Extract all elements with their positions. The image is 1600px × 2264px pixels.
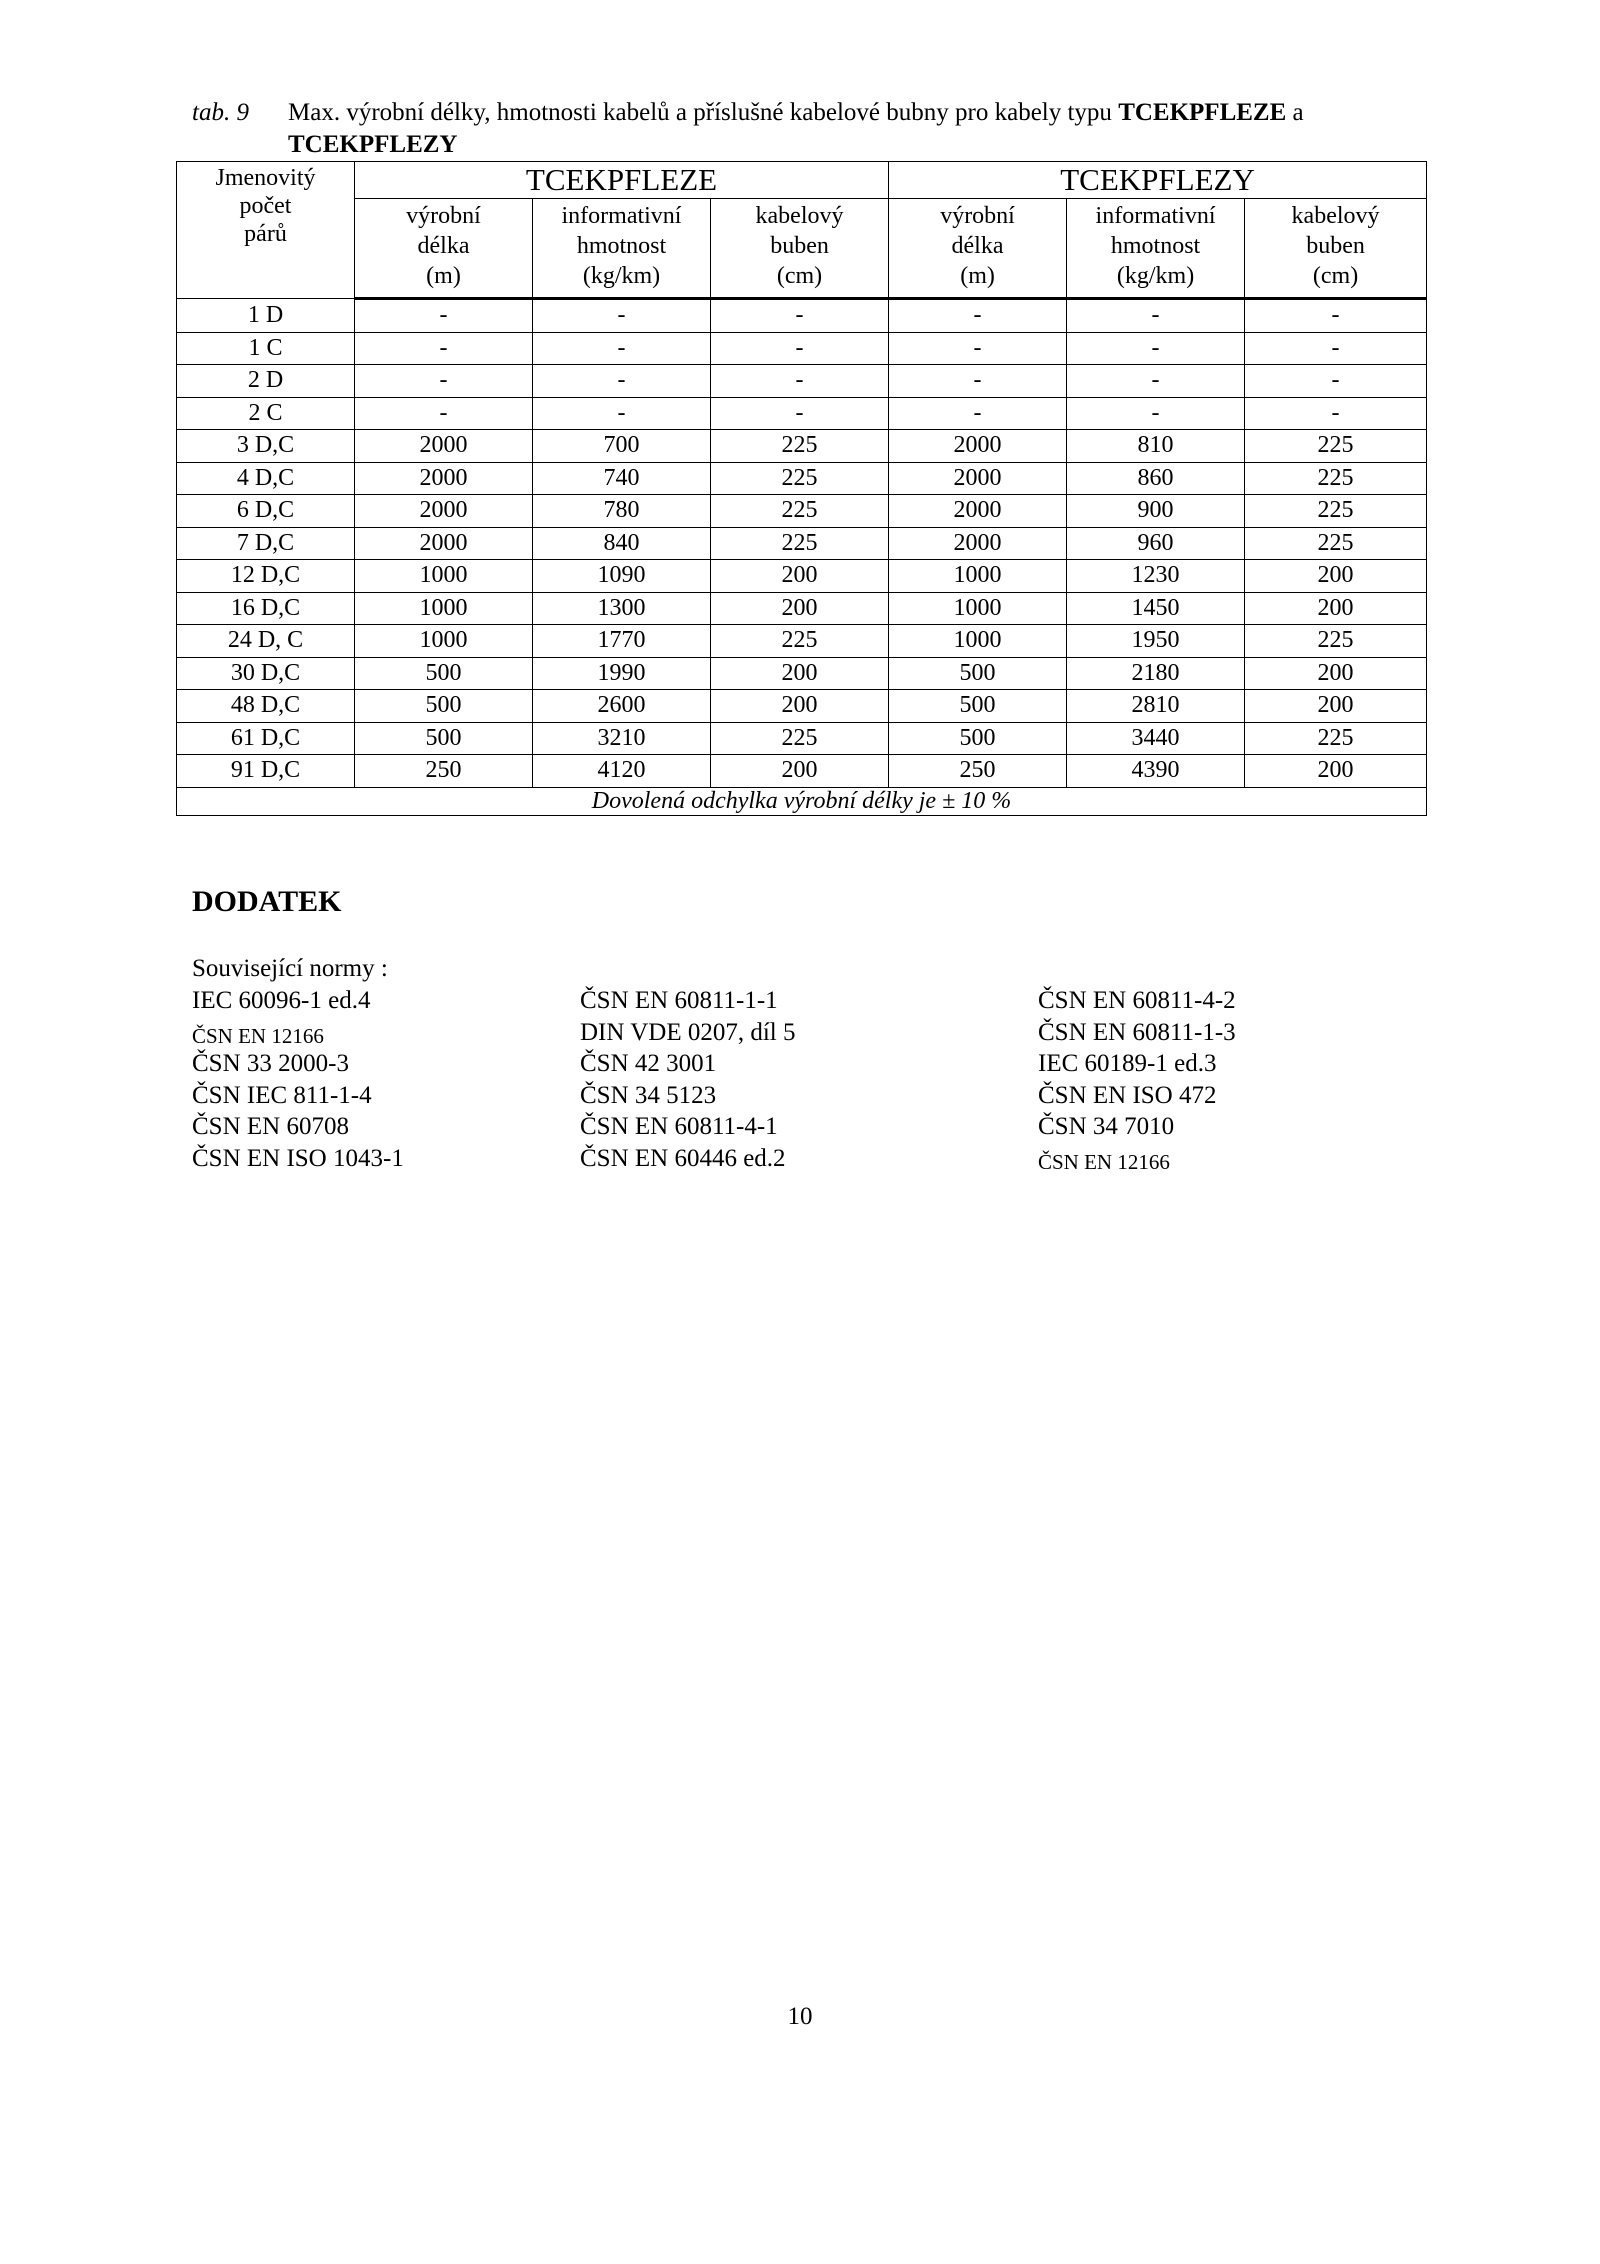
value-cell: 200 [1245,592,1427,625]
pair-count-cell: 7 D,C [177,527,355,560]
value-cell: 225 [711,625,889,658]
standard-item: ČSN EN 60446 ed.2 [580,1144,786,1172]
column-header-line: informativní [561,203,682,229]
value-cell: 1950 [1067,625,1245,658]
column-header-line: (m) [426,263,461,289]
value-cell: 2000 [889,527,1067,560]
value-cell: - [355,332,533,365]
standard-item: ČSN EN ISO 472 [1038,1081,1217,1109]
column-header-line: (kg/km) [1116,263,1195,289]
value-cell: - [1067,299,1245,333]
pair-count-cell: 3 D,C [177,430,355,463]
value-cell: - [533,332,711,365]
value-cell: 200 [711,592,889,625]
value-cell: 960 [1067,527,1245,560]
value-cell: 2000 [889,462,1067,495]
standard-item: DIN VDE 0207, díl 5 [580,1018,796,1046]
table-row [177,299,1427,333]
value-cell: 1000 [355,592,533,625]
header-nominal-pairs [177,162,355,299]
column-header-line: výrobní [406,203,481,229]
pair-count-cell: 16 D,C [177,592,355,625]
value-cell: - [355,397,533,430]
standard-item: ČSN IEC 811-1-4 [192,1081,372,1109]
value-cell: 1450 [1067,592,1245,625]
value-cell: 2180 [1067,657,1245,690]
value-cell: 500 [355,690,533,723]
table-row [177,592,1427,625]
column-header-line: délka [417,233,470,259]
caption-text-start: Max. výrobní délky, hmotnosti kabelů a příslušné kabelové bubny pro kabely typu [288,99,1112,126]
column-header-line: hmotnost [1110,233,1201,259]
value-cell: 500 [889,722,1067,755]
value-cell: 1000 [355,560,533,593]
column-header-1 [533,199,711,299]
value-cell: 200 [1245,560,1427,593]
pair-count-cell: 1 C [177,332,355,365]
table-row [177,397,1427,430]
value-cell: 810 [1067,430,1245,463]
column-header-line: délka [951,233,1004,259]
value-cell: - [1067,397,1245,430]
value-cell: 225 [711,527,889,560]
value-cell: 200 [711,560,889,593]
standard-item: ČSN EN 60811-4-2 [1038,987,1236,1014]
column-header-5 [1245,199,1427,299]
pair-count-cell: 12 D,C [177,560,355,593]
table-row [177,332,1427,365]
pair-count-cell: 91 D,C [177,755,355,788]
pair-count-cell: 48 D,C [177,690,355,723]
column-header-line: kabelový [1291,203,1380,229]
value-cell: 500 [355,722,533,755]
column-header-line: informativní [1095,203,1216,229]
column-header-2 [711,199,889,299]
table-row [177,657,1427,690]
standard-item: ČSN EN 60811-4-1 [580,1113,778,1140]
value-cell: 4120 [533,755,711,788]
value-cell: - [533,299,711,333]
value-cell: 2000 [355,462,533,495]
column-header-line: (cm) [1312,263,1359,289]
value-cell: 2810 [1067,690,1245,723]
value-cell: 200 [1245,657,1427,690]
value-cell: 1090 [533,560,711,593]
value-cell: - [1245,299,1427,333]
related-standards-title: Související normy : [192,955,388,982]
column-header-3 [889,199,1067,299]
value-cell: 2000 [889,495,1067,528]
value-cell: 2000 [889,430,1067,463]
value-cell: 2000 [355,495,533,528]
value-cell: 225 [1245,462,1427,495]
cable-length-table [176,161,1427,816]
value-cell: - [1245,397,1427,430]
value-cell: 225 [711,495,889,528]
standard-item: ČSN 33 2000-3 [192,1050,349,1077]
pair-count-cell: 2 C [177,397,355,430]
table-number: tab. 9 [192,99,249,126]
value-cell: 1000 [889,625,1067,658]
standard-item: ČSN EN ISO 1043-1 [192,1144,404,1172]
table-row [177,690,1427,723]
appendix-heading: DODATEK [192,885,342,918]
pair-count-cell: 2 D [177,365,355,398]
value-cell: 700 [533,430,711,463]
caption-cable2: TCEKPFLEZY [288,131,458,158]
value-cell: 500 [355,657,533,690]
value-cell: - [711,332,889,365]
value-cell: 250 [355,755,533,788]
value-cell: - [711,365,889,398]
value-cell: 1000 [355,625,533,658]
value-cell: 225 [711,430,889,463]
value-cell: 500 [889,657,1067,690]
header-nominal-pairs-line2: počet [239,193,292,219]
value-cell: 225 [711,722,889,755]
value-cell: 200 [711,690,889,723]
value-cell: 200 [1245,690,1427,723]
value-cell: 500 [889,690,1067,723]
value-cell: 2600 [533,690,711,723]
table-row [177,527,1427,560]
table-row [177,625,1427,658]
pair-count-cell: 24 D, C [177,625,355,658]
value-cell: 1990 [533,657,711,690]
table-row [177,430,1427,463]
header-nominal-pairs-line1: Jmenovitý [215,165,316,191]
value-cell: 1000 [889,592,1067,625]
column-header-4 [1067,199,1245,299]
standard-item: IEC 60096-1 ed.4 [192,987,371,1014]
table-row [177,722,1427,755]
table-row [177,365,1427,398]
pair-count-cell: 6 D,C [177,495,355,528]
value-cell: - [355,299,533,333]
caption-cable1: TCEKPFLEZE [1118,99,1287,126]
value-cell: - [355,365,533,398]
table-row [177,560,1427,593]
column-header-line: (cm) [776,263,823,289]
column-header-line: kabelový [755,203,844,229]
value-cell: 1770 [533,625,711,658]
value-cell: - [889,332,1067,365]
value-cell: 3210 [533,722,711,755]
value-cell: 225 [711,462,889,495]
value-cell: 780 [533,495,711,528]
value-cell: - [889,397,1067,430]
value-cell: - [533,365,711,398]
standard-item: ČSN EN 12166 [1038,1149,1170,1174]
value-cell: 200 [711,755,889,788]
header-nominal-pairs-line3: párů [244,221,287,247]
caption-connector: a [1292,99,1304,126]
column-header-0 [355,199,533,299]
value-cell: - [1067,332,1245,365]
standard-item: ČSN 34 5123 [580,1081,717,1109]
value-cell: 840 [533,527,711,560]
pair-count-cell: 30 D,C [177,657,355,690]
value-cell: 200 [711,657,889,690]
value-cell: 225 [1245,625,1427,658]
column-header-line: výrobní [940,203,1015,229]
value-cell: 860 [1067,462,1245,495]
caption-text [288,96,1428,130]
value-cell: - [711,299,889,333]
value-cell: 2000 [355,430,533,463]
value-cell: 225 [1245,722,1427,755]
value-cell: 1000 [889,560,1067,593]
standard-item: IEC 60189-1 ed.3 [1038,1050,1217,1077]
value-cell: 225 [1245,527,1427,560]
value-cell: - [889,365,1067,398]
standard-item: ČSN EN 12166 [192,1023,324,1048]
value-cell: 1230 [1067,560,1245,593]
value-cell: - [1245,332,1427,365]
table-row [177,755,1427,788]
column-header-line: hmotnost [576,233,667,259]
pair-count-cell: 4 D,C [177,462,355,495]
column-header-line: (kg/km) [582,263,661,289]
value-cell: 1300 [533,592,711,625]
value-cell: 2000 [355,527,533,560]
value-cell: 200 [1245,755,1427,788]
value-cell: 740 [533,462,711,495]
column-header-line: (m) [960,263,995,289]
table-row [177,462,1427,495]
column-header-line: buben [1306,233,1365,259]
standard-item: ČSN 42 3001 [580,1050,717,1077]
standard-item: ČSN 34 7010 [1038,1113,1175,1140]
table-note: Dovolená odchylka výrobní délky je ± 10 % [177,787,1427,815]
group-header-tcekpfleze: TCEKPFLEZE [355,162,889,199]
value-cell: 225 [1245,495,1427,528]
value-cell: 250 [889,755,1067,788]
value-cell: - [1067,365,1245,398]
value-cell: - [533,397,711,430]
group-header-tcekpflezy: TCEKPFLEZY [889,162,1427,199]
page-number: 10 [787,2003,813,2030]
table-row [177,495,1427,528]
value-cell: 225 [1245,430,1427,463]
value-cell: 4390 [1067,755,1245,788]
value-cell: - [711,397,889,430]
standard-item: ČSN EN 60811-1-1 [580,987,778,1014]
standard-item: ČSN EN 60708 [192,1113,349,1140]
value-cell: 3440 [1067,722,1245,755]
column-header-line: buben [770,233,829,259]
standard-item: ČSN EN 60811-1-3 [1038,1018,1236,1046]
value-cell: - [1245,365,1427,398]
value-cell: - [889,299,1067,333]
value-cell: 900 [1067,495,1245,528]
pair-count-cell: 1 D [177,299,355,333]
pair-count-cell: 61 D,C [177,722,355,755]
